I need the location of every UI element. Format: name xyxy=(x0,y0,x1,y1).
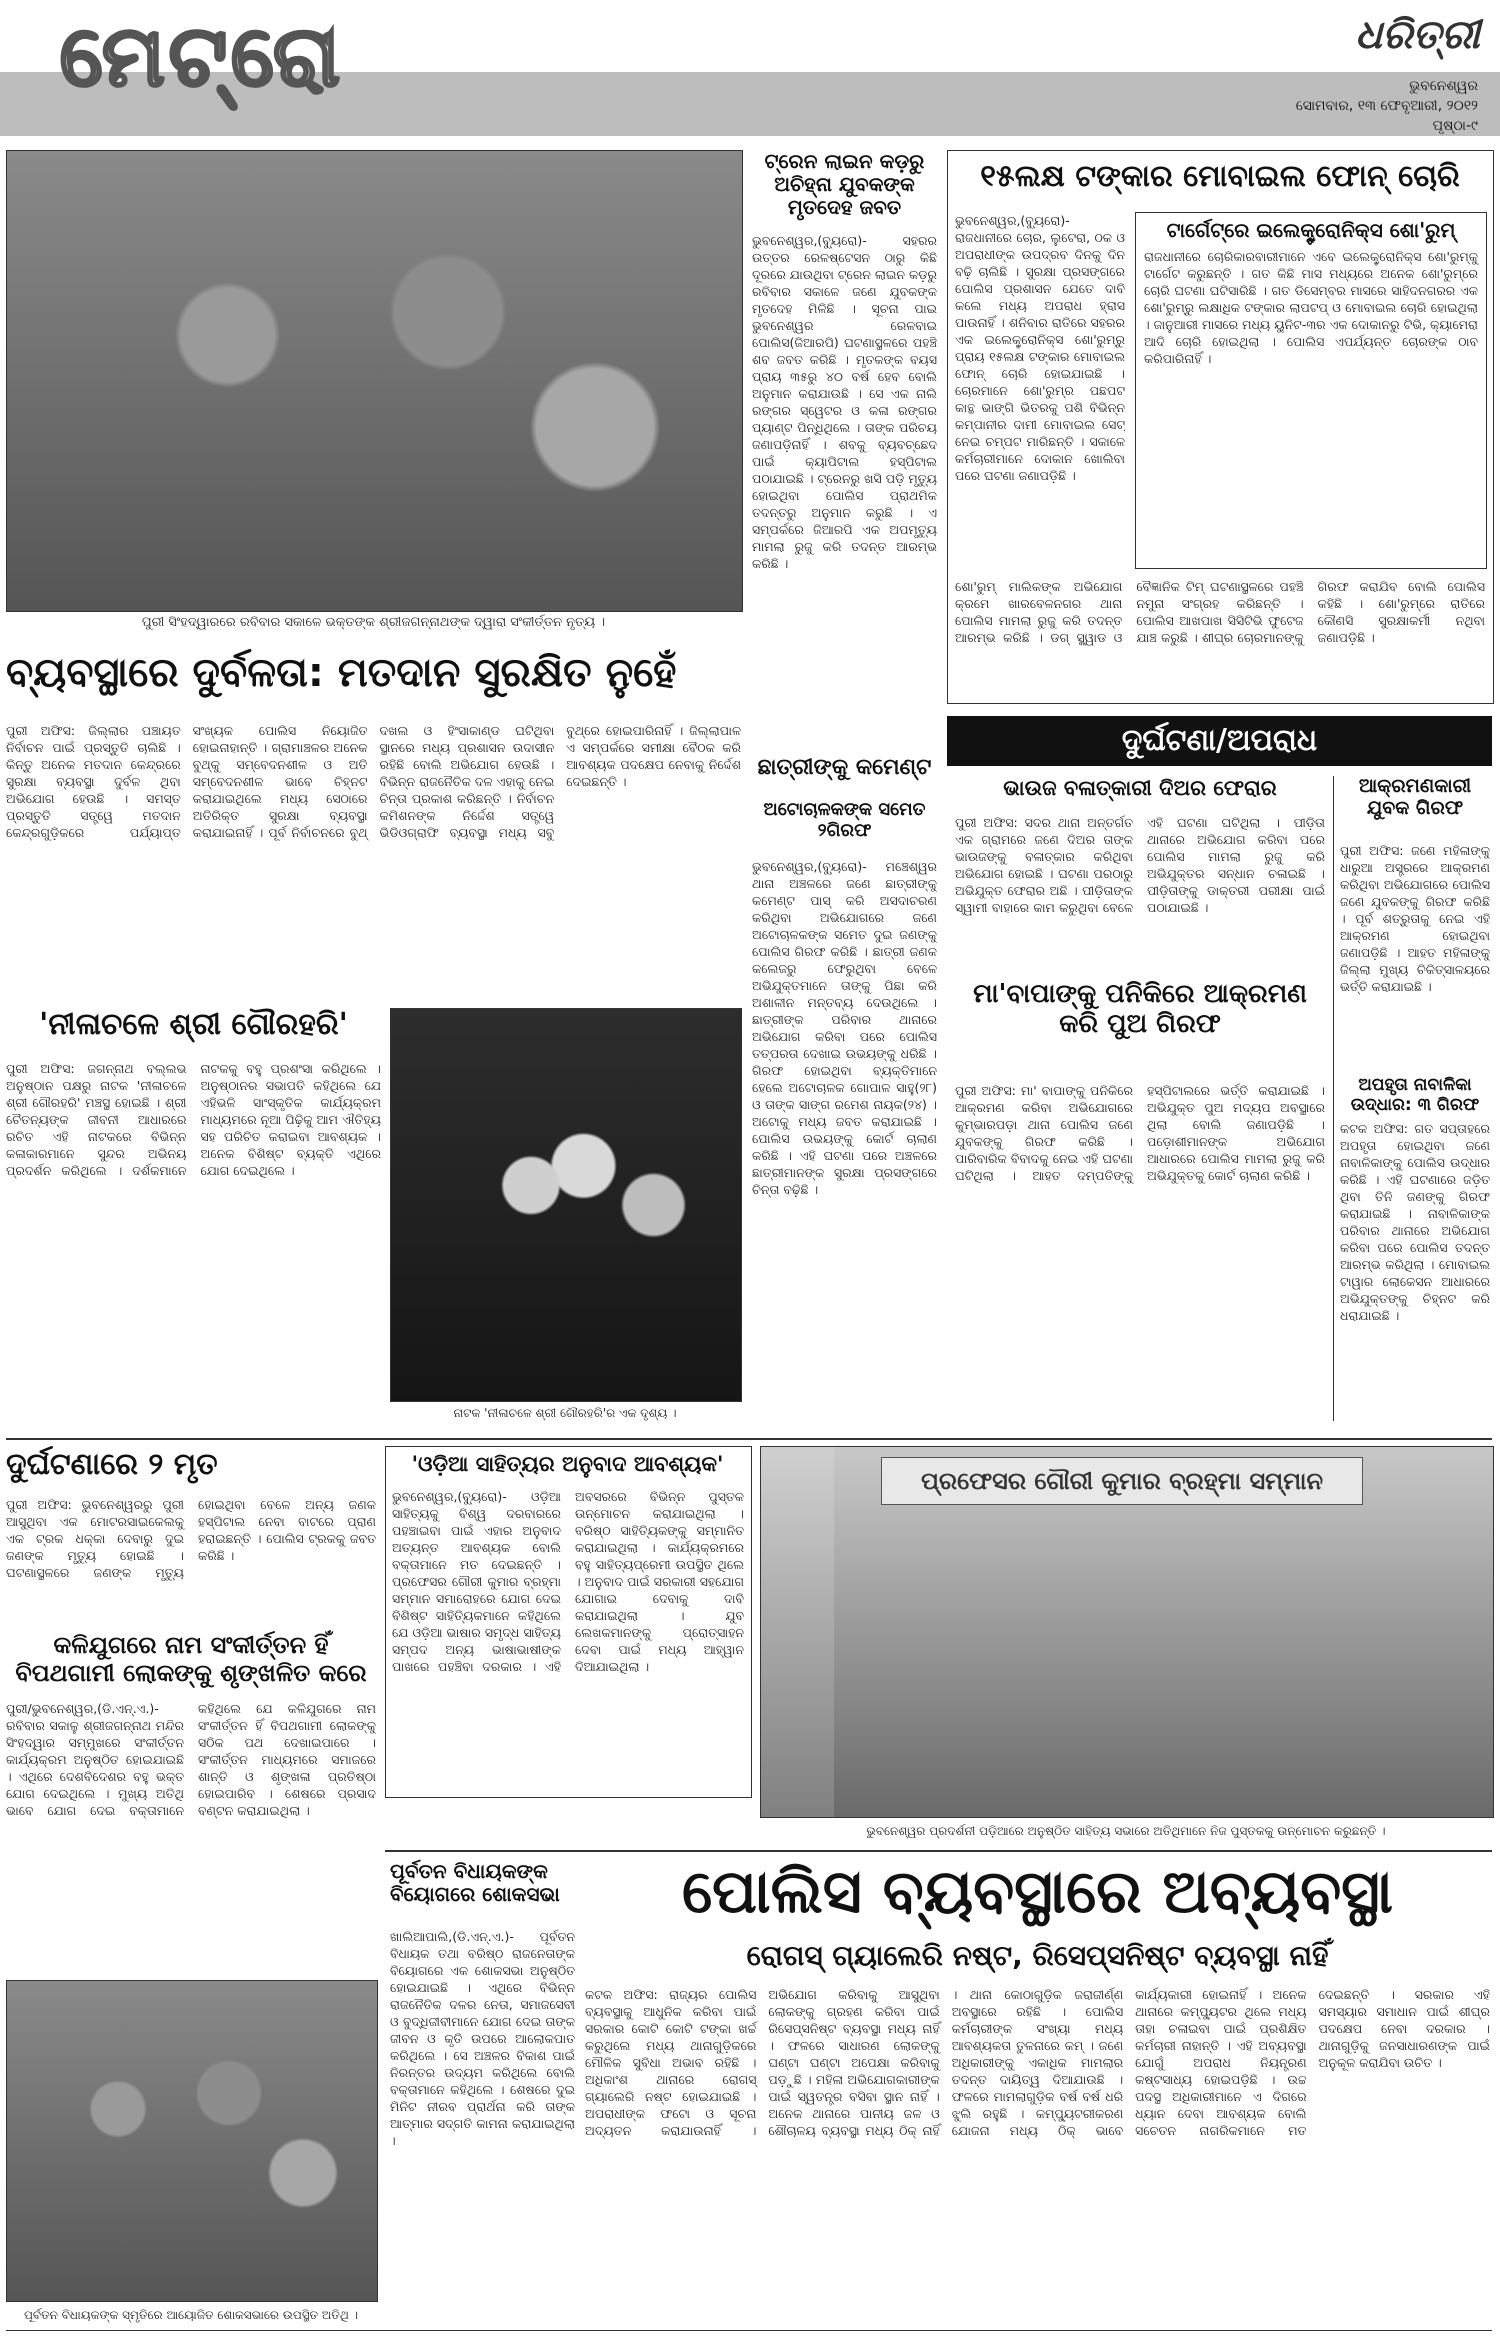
mobile-headline: ୧୫ଲକ୍ଷ ଟଙ୍କାର ମୋବାଇଲ ଫୋନ୍ ଚୋରି xyxy=(980,159,1460,194)
mobile-inner-box xyxy=(1135,212,1487,569)
drama-headline: 'ନୀଳାଚଳେ ଶ୍ରୀ ଗୌରହରି' xyxy=(39,1007,348,1042)
police-body: କଟକ ଅଫିସ: ରାଜ୍ୟର ପୋଲିସ ବ୍ୟବସ୍ଥାକୁ ଆଧୁନିକ କରିବା ପାଇଁ ସରକାର କୋଟି କୋଟି ଟଙ୍କା ଖର୍ଚ୍ଚ କରୁଥିଲେ ମଧ୍ୟ ଥାନାଗୁଡ଼ିକରେ ମୌଳିକ ସୁବିଧା ଅଭାବ ରହିଛି । ଅଧିକାଂଶ ଥାନାରେ ରୋଗସ୍ ଗ୍ୟାଲେରି ନଷ୍ଟ ହୋଇଯାଇଛି । ଅପରାଧୀଙ୍କ ଫଟୋ ଓ ସୂଚନା ଅଦ୍ୟତନ କରାଯାଉନାହିଁ । ଅଭିଯୋଗ କରିବାକୁ ଆସୁଥିବା ଲୋକଙ୍କୁ ଗ୍ରହଣ କରିବା ପାଇଁ ରିସେପ୍ସନିଷ୍ଟ ବ୍ୟବସ୍ଥା ମଧ୍ୟ ନାହିଁ । ଫଳରେ ସାଧାରଣ ଲୋକଙ୍କୁ ଘଣ୍ଟା ଘଣ୍ଟା ଅପେକ୍ଷା କରିବାକୁ ପଡ଼ୁଛି । ମହିଳା ଅଭିଯୋଗକାରୀଙ୍କ ପାଇଁ ସ୍ୱତନ୍ତ୍ର ବସିବା ସ୍ଥାନ ନାହିଁ । ଅନେକ ଥାନାରେ ପାନୀୟ ଜଳ ଓ ଶୌଚାଳୟ ବ୍ୟବସ୍ଥା ମଧ୍ୟ ଠିକ୍ ନାହିଁ । ଥାନା କୋଠାଗୁଡ଼ିକ ଜରାଜୀର୍ଣ୍ଣ ଅବସ୍ଥାରେ ରହିଛି । ପୋଲିସ କର୍ମଚାରୀଙ୍କ ସଂଖ୍ୟା ମଧ୍ୟ ଆବଶ୍ୟକତା ତୁଳନାରେ କମ୍ । ଜଣେ ଅଧିକାରୀଙ୍କୁ ଏକାଧିକ ମାମଲାର ତଦନ୍ତ ଦାୟିତ୍ୱ ଦିଆଯାଉଛି । ଫଳରେ ମାମଲାଗୁଡ଼ିକ ବର୍ଷ ବର୍ଷ ଧରି ଝୁଲି ରହୁଛି । କମ୍ପ୍ୟୁଟରୀକରଣ ଯୋଜନା ମଧ୍ୟ ଠିକ୍ ଭାବେ କାର୍ଯ୍ୟକାରୀ ହୋଇନାହିଁ । ଅନେକ ଥାନାରେ କମ୍ପ୍ୟୁଟର ଥିଲେ ମଧ୍ୟ ତାହା ଚଳାଇବା ପାଇଁ ପ୍ରଶିକ୍ଷିତ କର୍ମଚାରୀ ନାହାନ୍ତି । ଏହି ଅବ୍ୟବସ୍ଥା ଯୋଗୁଁ ଅପରାଧ ନିୟନ୍ତ୍ରଣ କଷ୍ଟସାଧ୍ୟ ହୋଇପଡ଼ିଛି । ଉଚ୍ଚ ପଦସ୍ଥ ଅଧିକାରୀମାନେ ଏ ଦିଗରେ ଧ୍ୟାନ ଦେବା ଆବଶ୍ୟକ ବୋଲି ସଚେତନ ନାଗରିକମାନେ ମତ ଦେଇଛନ୍ତି । ସରକାର ଏହି ସମସ୍ୟାର ସମାଧାନ ପାଇଁ ଶୀଘ୍ର ପଦକ୍ଷେପ ନେବା ଦରକାର । ଥାନାଗୁଡ଼ିକୁ ଜନସାଧାରଣଙ୍କ ପାଇଁ ଅନୁକୂଳ କରାଯିବା ଉଚିତ । xyxy=(585,1987,1490,2138)
section-separator xyxy=(6,1438,1492,1440)
mobile-body-bottom: ଶୋ'ରୁମ୍ ମାଲିକଙ୍କ ଅଭିଯୋଗ କ୍ରମେ ଖାରବେଳନଗର ଥାନା ପୋଲିସ ମାମଲା ରୁଜୁ କରି ତଦନ୍ତ ଆରମ୍ଭ କରିଛି । ଡଗ୍ ସ୍କ୍ୱାଡ ଓ ବୈଜ୍ଞାନିକ ଟିମ୍ ଘଟଣାସ୍ଥଳରେ ପହଞ୍ଚି ନମୁନା ସଂଗ୍ରହ କରିଛନ୍ତି । ପୋଲିସ ଆଖପାଖ ସିସିଟିଭି ଫୁଟେଜ ଯାଞ୍ଚ କରୁଛି । ଶୀଘ୍ର ଚୋରମାନଙ୍କୁ ଗିରଫ କରାଯିବ ବୋଲି ପୋଲିସ କହିଛି । ଶୋ'ରୁମ୍‌ରେ ରାତିରେ କୌଣସି ସୁରକ୍ଷାକର୍ମୀ ନଥିବା ଜଣାପଡ଼ିଛି । xyxy=(955,579,1485,645)
mobile-body-left: ଭୁବନେଶ୍ୱର,(ବ୍ୟୁରୋ)- ରାଜଧାନୀରେ ଚୋର, ଲୁଟେରା, ଠକ ଓ ଅପରାଧୀଙ୍କ ଉପଦ୍ରବ ଦିନକୁ ଦିନ ବଢ଼ି ଚାଲିଛି । ସୁରକ୍ଷା ପ୍ରସଙ୍ଗରେ ପୋଲିସ ପ୍ରଶାସନ ଯେତେ ଦାବି କଲେ ମଧ୍ୟ ଅପରାଧ ହ୍ରାସ ପାଉନାହିଁ । ଶନିବାର ରାତିରେ ସହରର ଏକ ଇଲେକ୍ଟ୍ରୋନିକ୍ସ ଶୋ'ରୁମ୍‌ରୁ ପ୍ରାୟ ୧୫ଲକ୍ଷ ଟଙ୍କାର ମୋବାଇଲ ଫୋନ୍ ଚୋରି ହୋଇଯାଇଛି । ଚୋରମାନେ ଶୋ'ରୁମ୍‌ର ପଛପଟ କାନ୍ଥ ଭାଙ୍ଗି ଭିତରକୁ ପଶି ବିଭିନ୍ନ କମ୍ପାନୀର ଦାମୀ ମୋବାଇଲ ସେଟ୍ ନେଇ ଚମ୍ପଟ ମାରିଛନ୍ତି । ସକାଳେ କର୍ମଚାରୀମାନେ ଦୋକାନ ଖୋଲିବା ପରେ ଘଟଣା ଜଣାପଡ଼ିଛି । xyxy=(955,213,1125,483)
column-rule xyxy=(1333,776,1334,1421)
crime-banner: ଦୁର୍ଘଟଣା/ଅପରାଧ xyxy=(947,716,1492,766)
attacker-headline: ଆକ୍ରମଣକାରୀ ଯୁବକ ଗିରଫ xyxy=(1358,775,1472,819)
section-title: ମେଟ୍ରୋ xyxy=(60,6,344,105)
student-body: ଭୁବନେଶ୍ୱର,(ବ୍ୟୁରୋ)- ମଞ୍ଚେଶ୍ୱର ଥାନା ଅଞ୍ଚଳରେ ଜଣେ ଛାତ୍ରୀଙ୍କୁ କମେଣ୍ଟ ପାସ୍ କରି ଅସଦାଚରଣ କରିଥିବା ଅଭିଯୋଗରେ ଜଣେ ଅଟୋଚାଳକଙ୍କ ସମେତ ଦୁଇ ଜଣଙ୍କୁ ପୋଲିସ ଗିରଫ କରିଛି । ଛାତ୍ରୀ ଜଣକ କଲେଜରୁ ଫେରୁଥିବା ବେଳେ ଅଭିଯୁକ୍ତମାନେ ତାଙ୍କୁ ପିଛା କରି ଅଶାଳୀନ ମନ୍ତବ୍ୟ ଦେଉଥିଲେ । ଛାତ୍ରୀଙ୍କ ପରିବାର ଥାନାରେ ଅଭିଯୋଗ କରିବା ପରେ ପୋଲିସ ତତ୍ପରତା ଦେଖାଇ ଉଭୟଙ୍କୁ ଧରିଛି । ଗିରଫ ହୋଇଥିବା ବ୍ୟକ୍ତିମାନେ ହେଲେ ଅଟୋଚାଳକ ଗୋପାଳ ସାହୁ(୨୮) ଓ ତାଙ୍କ ସାଙ୍ଗ ରମେଶ ନାୟକ(୨୪) । ଅଟୋକୁ ମଧ୍ୟ ଜବତ କରାଯାଇଛି । ପୋଲିସ ଉଭୟଙ୍କୁ କୋର୍ଟ ଚାଲାଣ କରିଛି । ଏହି ଘଟଣା ପରେ ଅଞ୍ଚଳରେ ଛାତ୍ରୀମାନଙ୍କ ସୁରକ୍ଷା ପ୍ରସଙ୍ଗରେ ଚିନ୍ତା ବଢ଼ିଛି । xyxy=(752,859,937,1197)
minor-body: କଟକ ଅଫିସ: ଗତ ସପ୍ତାହରେ ଅପହୃତା ହୋଇଥିବା ଜଣେ ନାବାଳିକାଙ୍କୁ ପୋଲିସ ଉଦ୍ଧାର କରିଛି । ଏହି ଘଟଣାରେ ଜଡ଼ିତ ଥିବା ତିନି ଜଣଙ୍କୁ ଗିରଫ କରାଯାଇଛି । ନାବାଳିକାଙ୍କ ପରିବାର ଥାନାରେ ଅଭିଯୋଗ କରିବା ପରେ ପୋଲିସ ତଦନ୍ତ ଆରମ୍ଭ କରିଥିଲା । ମୋବାଇଲ ଟାୱାର ଲୋକେସନ ଆଧାରରେ ଅଭିଯୁକ୍ତଙ୍କୁ ଚିହ୍ନଟ କରି ଧରାଯାଇଛି । xyxy=(1340,1121,1490,1323)
drama-photo-caption: ନାଟକ 'ନୀଳାଚଳେ ଶ୍ରୀ ଗୌରହରି'ର ଏକ ଦୃଶ୍ୟ । xyxy=(453,1406,677,1420)
dateline-city: ଭୁବନେଶ୍ୱର xyxy=(1409,78,1478,94)
translation-headline: 'ଓଡ଼ିଆ ସାହିତ୍ୟର ଅନୁବାଦ ଆବଶ୍ୟକ' xyxy=(411,1452,724,1476)
footer-rule xyxy=(6,2330,1492,2331)
student-headline: ଛାତ୍ରୀଙ୍କୁ କମେଣ୍ଟ xyxy=(757,755,932,780)
drama-body: ପୁରୀ ଅଫିସ: ଜଗନ୍ନାଥ ବଲ୍ଲଭ ଅନୁଷ୍ଠାନ ପକ୍ଷରୁ ନାଟକ 'ନୀଳାଚଳେ ଶ୍ରୀ ଗୌରହରି' ମଞ୍ଚସ୍ଥ ହୋଇଛି । ଶ୍ରୀ ଚୈତନ୍ୟଙ୍କ ଜୀବନୀ ଆଧାରରେ ରଚିତ ଏହି ନାଟକରେ ବିଭିନ୍ନ କଳାକାରମାନେ ସୁନ୍ଦର ଅଭିନୟ ପ୍ରଦର୍ଶନ କରିଥିଲେ । ଦର୍ଶକମାନେ ନାଟକକୁ ବହୁ ପ୍ରଶଂସା କରିଥିଲେ । ଅନୁଷ୍ଠାନର ସଭାପତି କହିଥିଲେ ଯେ ଏହିଭଳି ସାଂସ୍କୃତିକ କାର୍ଯ୍ୟକ୍ରମ ମାଧ୍ୟମରେ ନୂଆ ପିଢ଼ିକୁ ଆମ ଐତିହ୍ୟ ସହ ପରିଚିତ କରାଇବା ଆବଶ୍ୟକ । ଅନେକ ବିଶିଷ୍ଟ ବ୍ୟକ୍ତି ଏଥିରେ ଯୋଗ ଦେଇଥିଲେ । xyxy=(6,1061,381,1178)
police-headline: ପୋଲିସ ବ୍ୟବସ୍ଥାରେ ଅବ୍ୟବସ୍ଥା xyxy=(681,1857,1394,1927)
son-body: ପୁରୀ ଅଫିସ: ମା' ବାପାଙ୍କୁ ପନିକିରେ ଆକ୍ରମଣ କରିବା ଅଭିଯୋଗରେ କୁମ୍ଭାରପଡ଼ା ଥାନା ପୋଲିସ ଜଣେ ଯୁବକଙ୍କୁ ଗିରଫ କରିଛି । ପାରିବାରିକ ବିବାଦକୁ ନେଇ ଏହି ଘଟଣା ଘଟିଥିଲା । ଆହତ ଦମ୍ପତିଙ୍କୁ ହସ୍ପିଟାଲରେ ଭର୍ତ୍ତି କରାଯାଇଛି । ଅଭିଯୁକ୍ତ ପୁଅ ମଦ୍ୟପ ଅବସ୍ଥାରେ ଥିଲା ବୋଲି ଜଣାପଡ଼ିଛି । ପଡ଼ୋଶୀମାନଙ୍କ ଅଭିଯୋଗ ଆଧାରରେ ପୋଲିସ ମାମଲା ରୁଜୁ କରି ଅଭିଯୁକ୍ତକୁ କୋର୍ଟ ଚାଲାଣ କରିଛି । xyxy=(955,1083,1325,1183)
two-dead-body: ପୁରୀ ଅଫିସ: ଭୁବନେଶ୍ୱରରୁ ପୁରୀ ଆସୁଥିବା ଏକ ମୋଟରସାଇକେଲକୁ ଏକ ଟ୍ରକ ଧକ୍କା ଦେବାରୁ ଦୁଇ ଜଣଙ୍କ ମୃତ୍ୟୁ ହୋଇଛି । ଘଟଣାସ୍ଥଳରେ ଜଣଙ୍କ ମୃତ୍ୟୁ ହୋଇଥିବା ବେଳେ ଅନ୍ୟ ଜଣକ ହସ୍ପିଟାଲ ନେବା ବାଟରେ ପ୍ରାଣ ହରାଇଛନ୍ତି । ପୋଲିସ ଟ୍ରକକୁ ଜବତ କରିଛି । xyxy=(6,1497,376,1580)
train-headline: ଟ୍ରେନ ଲାଇନ କଡ଼ରୁ ଅଚିହ୍ନା ଯୁବକଙ୍କ ମୃତଦେହ ଜବତ xyxy=(764,149,925,219)
dateline-date: ସୋମବାର, ୧୩ ଫେବୃଆରୀ, ୨୦୧୨ xyxy=(1295,98,1478,114)
book-launch-caption: ଭୁବନେଶ୍ୱର ପ୍ରଦର୍ଶନୀ ପଡ଼ିଆରେ ଅନୁଷ୍ଠିତ ସାହିତ୍ୟ ସଭାରେ ଅତିଥିମାନେ ନିଜ ପୁସ୍ତକକୁ ଉନ୍ମୋଚନ କରୁଛନ୍ତି । xyxy=(866,1824,1386,1838)
book-launch-photo xyxy=(760,1446,1494,1818)
drama-photo xyxy=(390,1008,742,1402)
son-headline: ମା'ବାପାଙ୍କୁ ପନିକିରେ ଆକ୍ରମଣ କରି ପୁଅ ଗିରଫ xyxy=(973,979,1307,1039)
translation-body: ଭୁବନେଶ୍ୱର,(ବ୍ୟୁରୋ)- ଓଡ଼ିଆ ସାହିତ୍ୟକୁ ବିଶ୍ୱ ଦରବାରରେ ପହଞ୍ଚାଇବା ପାଇଁ ଏହାର ଅନୁବାଦ ଅତ୍ୟନ୍ତ ଆବଶ୍ୟକ ବୋଲି ବକ୍ତାମାନେ ମତ ଦେଇଛନ୍ତି । ପ୍ରଫେସର ଗୌରୀ କୁମାର ବ୍ରହ୍ମା ସମ୍ମାନ ସମାରୋହରେ ଯୋଗ ଦେଇ ବିଶିଷ୍ଟ ସାହିତ୍ୟିକମାନେ କହିଥିଲେ ଯେ ଓଡ଼ିଆ ଭାଷାର ସମୃଦ୍ଧ ସାହିତ୍ୟ ସମ୍ପଦ ଅନ୍ୟ ଭାଷାଭାଷୀଙ୍କ ପାଖରେ ପହଞ୍ଚିବା ଦରକାର । ଏହି ଅବସରରେ ବିଭିନ୍ନ ପୁସ୍ତକ ଉନ୍ମୋଚନ କରାଯାଇଥିଲା । ବରିଷ୍ଠ ସାହିତ୍ୟିକଙ୍କୁ ସମ୍ମାନିତ କରାଯାଇଥିଲା । କାର୍ଯ୍ୟକ୍ରମରେ ବହୁ ସାହିତ୍ୟପ୍ରେମୀ ଉପସ୍ଥିତ ଥିଲେ । ଅନୁବାଦ ପାଇଁ ସରକାରୀ ସହଯୋଗ ଯୋଗାଇ ଦେବାକୁ ଦାବି କରାଯାଇଥିଲା । ଯୁବ ଲେଖକମାନଙ୍କୁ ପ୍ରୋତ୍ସାହନ ଦେବା ପାଇଁ ମଧ୍ୟ ଆହ୍ୱାନ ଦିଆଯାଇଥିଲା । xyxy=(392,1489,744,1674)
top-photo xyxy=(6,150,743,612)
kirtan-body: ପୁରୀ/ଭୁବନେଶ୍ୱର,(ଡି.ଏନ୍.ଏ.)- ରବିବାର ସକାଳୁ ଶ୍ରୀଜଗନ୍ନାଥ ମନ୍ଦିର ସିଂହଦ୍ୱାର ସମ୍ମୁଖରେ ସଂକୀର୍ତ୍ତନ କାର୍ଯ୍ୟକ୍ରମ ଅନୁଷ୍ଠିତ ହୋଇଯାଇଛି । ଏଥିରେ ଦେଶବିଦେଶର ବହୁ ଭକ୍ତ ଯୋଗ ଦେଇଥିଲେ । ମୁଖ୍ୟ ଅତିଥି ଭାବେ ଯୋଗ ଦେଇ ବକ୍ତାମାନେ କହିଥିଲେ ଯେ କଳିଯୁଗରେ ନାମ ସଂକୀର୍ତ୍ତନ ହିଁ ବିପଥଗାମୀ ଲୋକଙ୍କୁ ସଠିକ ପଥ ଦେଖାଇପାରେ । ସଂକୀର୍ତ୍ତନ ମାଧ୍ୟମରେ ସମାଜରେ ଶାନ୍ତି ଓ ଶୃଙ୍ଖଳା ପ୍ରତିଷ୍ଠା ହୋଇପାରିବ । ଶେଷରେ ପ୍ରସାଦ ବଣ୍ଟନ କରାଯାଇଥିଲା । xyxy=(6,1701,376,1818)
condolence-photo-caption: ପୂର୍ବତନ ବିଧାୟକଙ୍କ ସ୍ମୃତିରେ ଆୟୋଜିତ ଶୋକସଭାରେ ଉପସ୍ଥିତ ଅତିଥି । xyxy=(23,2308,359,2322)
train-body: ଭୁବନେଶ୍ୱର,(ବ୍ୟୁରୋ)- ସହରର ଉତ୍ତର ରେଳଷ୍ଟେସନ ଠାରୁ କିଛି ଦୂରରେ ଯାଉଥିବା ଟ୍ରେନ ଲାଇନ କଡ଼ରୁ ରବିବାର ସକାଳେ ଜଣେ ଯୁବକଙ୍କ ମୃତଦେହ ମିଳିଛି । ସୂଚନା ପାଇ ଭୁବନେଶ୍ୱର ରେଳବାଇ ପୋଲିସ(ଜିଆରପି) ଘଟଣାସ୍ଥଳରେ ପହଞ୍ଚି ଶବ ଜବତ କରିଛି । ମୃତକଙ୍କ ବୟସ ପ୍ରାୟ ୩୫ରୁ ୪୦ ବର୍ଷ ହେବ ବୋଲି ଅନୁମାନ କରାଯାଉଛି । ସେ ଏକ ନାଲି ରଙ୍ଗର ସ୍ୱେଟର ଓ କଳା ରଙ୍ଗର ପ୍ୟାଣ୍ଟ ପିନ୍ଧିଥିଲେ । ତାଙ୍କ ପରିଚୟ ଜଣାପଡ଼ିନାହିଁ । ଶବକୁ ବ୍ୟବଚ୍ଛେଦ ପାଇଁ କ୍ୟାପିଟାଲ ହସ୍ପିଟାଲ ପଠାଯାଇଛି । ଟ୍ରେନରୁ ଖସି ପଡ଼ି ମୃତ୍ୟୁ ହୋଇଥିବା ପୋଲିସ ପ୍ରାଥମିକ ତଦନ୍ତରୁ ଅନୁମାନ କରୁଛି । ଏ ସମ୍ପର୍କରେ ଜିଆରପି ଏକ ଅପମୃତ୍ୟୁ ମାମଲା ରୁଜୁ କରି ତଦନ୍ତ ଆରମ୍ଭ କରିଛି । xyxy=(752,233,937,571)
dateline-page: ପୃଷ୍ଠା-୯ xyxy=(1432,118,1478,134)
condolence-photo xyxy=(6,1980,378,2302)
two-dead-headline: ଦୁର୍ଘଟଣାରେ ୨ ମୃତ xyxy=(6,1447,218,1482)
attacker-body: ପୁରୀ ଅଫିସ: ଜଣେ ମହିଳାଙ୍କୁ ଧାରୁଆ ଅସ୍ତ୍ରରେ ଆକ୍ରମଣ କରିଥିବା ଅଭିଯୋଗରେ ପୋଲିସ ଜଣେ ଯୁବକଙ୍କୁ ଗିରଫ କରିଛି । ପୂର୍ବ ଶତ୍ରୁତାକୁ ନେଇ ଏହି ଆକ୍ରମଣ ହୋଇଥିବା ଜଣାପଡ଼ିଛି । ଆହତ ମହିଳାଙ୍କୁ ଜିଲ୍ଲା ମୁଖ୍ୟ ଚିକିତ୍ସାଳୟରେ ଭର୍ତ୍ତି କରାଯାଇଛି । xyxy=(1340,843,1490,994)
dateline xyxy=(1118,76,1478,136)
voting-headline: ବ୍ୟବସ୍ଥାରେ ଦୁର୍ବଳତା: ମତଦାନ ସୁରକ୍ଷିତ ନୁହେଁ xyxy=(6,650,677,696)
masthead xyxy=(0,0,1500,140)
condolence-headline: ପୂର୍ବତନ ବିଧାୟକଙ୍କ ବିୟୋଗରେ ଶୋକସଭା xyxy=(390,1859,560,1906)
kirtan-headline: କଳିଯୁଗରେ ନାମ ସଂକୀର୍ତ୍ତନ ହିଁ ବିପଥଗାମୀ ଲୋକଙ୍କୁ ଶୃଙ୍ଖଳିତ କରେ xyxy=(15,1631,367,1687)
student-subheadline: ଅଟୋଚାଳକଙ୍କ ସମେତ ୨ଗିରଫ xyxy=(763,799,926,841)
rape-body: ପୁରୀ ଅଫିସ: ସଦର ଥାନା ଅନ୍ତର୍ଗତ ଏକ ଗ୍ରାମରେ ଜଣେ ଦିଅର ତାଙ୍କ ଭାଉଜଙ୍କୁ ବଳାତ୍କାର କରିଥିବା ଅଭିଯୋଗ ହୋଇଛି । ଘଟଣା ପରଠାରୁ ଅଭିଯୁକ୍ତ ଫେରାର ଅଛି । ପୀଡ଼ିତାଙ୍କ ସ୍ୱାମୀ ବାହାରେ କାମ କରୁଥିବା ବେଳେ ଏହି ଘଟଣା ଘଟିଥିଲା । ପୀଡ଼ିତା ଥାନାରେ ଅଭିଯୋଗ କରିବା ପରେ ପୋଲିସ ମାମଲା ରୁଜୁ କରି ଅଭିଯୁକ୍ତର ସନ୍ଧାନ ଚଳାଇଛି । ପୀଡ଼ିତାଙ୍କୁ ଡାକ୍ତରୀ ପରୀକ୍ଷା ପାଇଁ ପଠାଯାଇଛି । xyxy=(955,815,1325,915)
top-photo-caption: ପୁରୀ ସିଂହଦ୍ୱାରରେ ରବିବାର ସକାଳେ ଭକ୍ତଙ୍କ ଶ୍ରୀଜଗନ୍ନାଥଙ୍କ ଦ୍ୱାରା ସଂକୀର୍ତ୍ତନ ନୃତ୍ୟ । xyxy=(141,615,606,630)
paper-name: ଧରିତ୍ରୀ xyxy=(1355,12,1480,58)
section-separator-2 xyxy=(385,1850,1492,1852)
mobile-body-box: ରାଜଧାନୀରେ ଚୋରିକାରବାରୀମାନେ ଏବେ ଇଲେକ୍ଟ୍ରୋନିକ୍ସ ଶୋ'ରୁମ୍‌କୁ ଟାର୍ଗେଟ କରୁଛନ୍ତି । ଗତ କିଛି ମାସ ମଧ୍ୟରେ ଅନେକ ଶୋ'ରୁମ୍‌ରେ ଚୋରି ଘଟଣା ଘଟିସାରିଛି । ଗତ ଡିସେମ୍ବର ମାସରେ ସାହିଦନଗରର ଏକ ଶୋ'ରୁମ୍‌ରୁ ଲକ୍ଷାଧିକ ଟଙ୍କାର ଲାପଟପ୍ ଓ ମୋବାଇଲ ଚୋରି ହୋଇଥିଲା । ଜାନୁଆରୀ ମାସରେ ମଧ୍ୟ ୟୁନିଟ-୩ର ଏକ ଦୋକାନରୁ ଟିଭି, କ୍ୟାମେରା ଆଦି ଚୋରି ହୋଇଥିଲା । ପୋଲିସ ଏପର୍ଯ୍ୟନ୍ତ ଚୋରଙ୍କ ଠାବ କରିପାରିନାହିଁ । xyxy=(1144,249,1478,366)
minor-headline: ଅପହୃତା ନାବାଳିକା ଉଦ୍ଧାର: ୩ ଗିରଫ xyxy=(1350,1075,1480,1115)
mobile-subheadline: ଟାର୍ଗେଟ୍‌ରେ ଇଲେକ୍ଟ୍ରୋନିକ୍ସ ଶୋ'ରୁମ୍ xyxy=(1166,218,1456,242)
book-launch-banner: ପ୍ରଫେସର ଗୌରୀ କୁମାର ବ୍ରହ୍ମା ସମ୍ମାନ xyxy=(881,1457,1363,1505)
rape-headline: ଭାଉଜ ବଳାତ୍କାରୀ ଦିଅର ଫେରାର xyxy=(1003,776,1277,800)
condolence-body: ଖାଲିଆପାଲି,(ଡି.ଏନ୍.ଏ.)- ପୂର୍ବତନ ବିଧାୟକ ତଥା ବରିଷ୍ଠ ରାଜନେତାଙ୍କ ବିୟୋଗରେ ଏକ ଶୋକସଭା ଅନୁଷ୍ଠିତ ହୋଇଯାଇଛି । ଏଥିରେ ବିଭିନ୍ନ ରାଜନୈତିକ ଦଳର ନେତା, ସମାଜସେବୀ ଓ ବୁଦ୍ଧିଜୀବୀମାନେ ଯୋଗ ଦେଇ ତାଙ୍କ ଜୀବନ ଓ କୃତି ଉପରେ ଆଲୋକପାତ କରିଥିଲେ । ସେ ଅଞ୍ଚଳର ବିକାଶ ପାଇଁ ନିରନ୍ତର ଉଦ୍ୟମ କରିଥିଲେ ବୋଲି ବକ୍ତାମାନେ କହିଥିଲେ । ଶେଷରେ ଦୁଇ ମିନିଟ ନୀରବ ପ୍ରାର୍ଥନା କରି ତାଙ୍କ ଆତ୍ମାର ସଦ୍‌ଗତି କାମନା କରାଯାଇଥିଲା । xyxy=(390,1929,575,2148)
police-subheadline: ରୋଗସ୍ ଗ୍ୟାଲେରି ନଷ୍ଟ, ରିସେପ୍ସନିଷ୍ଟ ବ୍ୟବସ୍ଥା ନାହିଁ xyxy=(746,1939,1329,1972)
voting-body: ପୁରୀ ଅଫିସ: ଜିଲ୍ଲାର ପଞ୍ଚାୟତ ନିର୍ବାଚନ ପାଇଁ ପ୍ରସ୍ତୁତି ଚାଲିଛି । କିନ୍ତୁ ଅନେକ ମତଦାନ କେନ୍ଦ୍ରରେ ସୁରକ୍ଷା ବ୍ୟବସ୍ଥା ଦୁର୍ବଳ ଥିବା ଅଭିଯୋଗ ହେଉଛି । ସମସ୍ତ ପ୍ରସ୍ତୁତି ସତ୍ତ୍ୱେ ମତଦାନ କେନ୍ଦ୍ରଗୁଡ଼ିକରେ ପର୍ଯ୍ୟାପ୍ତ ସଂଖ୍ୟକ ପୋଲିସ ନିୟୋଜିତ ହୋଇନାହାନ୍ତି । ଗ୍ରାମାଞ୍ଚଳର ଅନେକ ବୁଥ୍‌କୁ ସମ୍ବେଦନଶୀଳ ଓ ଅତି ସମ୍ବେଦନଶୀଳ ଭାବେ ଚିହ୍ନଟ କରାଯାଇଥିଲେ ମଧ୍ୟ ସେଠାରେ ଅତିରିକ୍ତ ସୁରକ୍ଷା ବ୍ୟବସ୍ଥା କରାଯାଇନାହିଁ । ପୂର୍ବ ନିର୍ବାଚନରେ ବୁଥ୍ ଦଖଲ ଓ ହିଂସାକାଣ୍ଡ ଘଟିଥିବା ସ୍ଥାନରେ ମଧ୍ୟ ପ୍ରଶାସନ ଉଦାସୀନ ରହିଛି ବୋଲି ଅଭିଯୋଗ ହେଉଛି । ବିଭିନ୍ନ ରାଜନୈତିକ ଦଳ ଏହାକୁ ନେଇ ଚିନ୍ତା ପ୍ରକାଶ କରିଛନ୍ତି । ନିର୍ବାଚନ କମିଶନଙ୍କ ନିର୍ଦ୍ଦେଶ ସତ୍ତ୍ୱେ ଭିଡିଓଗ୍ରାଫି ବ୍ୟବସ୍ଥା ମଧ୍ୟ ସବୁ ବୁଥ୍‌ରେ ହୋଇପାରିନାହିଁ । ଜିଲ୍ଲାପାଳ ଏ ସମ୍ପର୍କରେ ସମୀକ୍ଷା ବୈଠକ କରି ଆବଶ୍ୟକ ପଦକ୍ଷେପ ନେବାକୁ ନିର୍ଦ୍ଦେଶ ଦେଇଛନ୍ତି । xyxy=(6,723,741,840)
